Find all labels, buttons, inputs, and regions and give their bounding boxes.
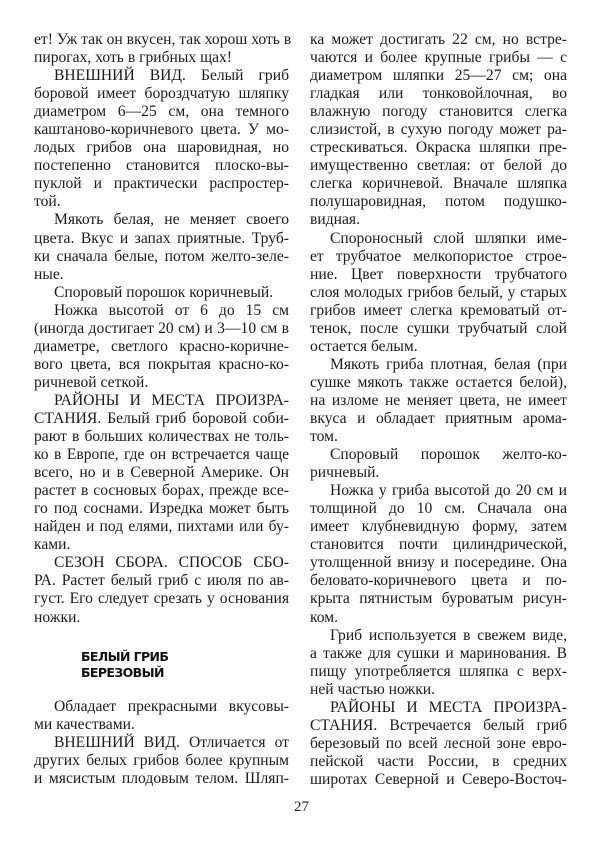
text-line: остается белым. — [310, 337, 418, 355]
text-line: Ножка высотой от 6 до 15 см — [54, 301, 289, 319]
text-line: ко в Европе, где он встречается чаще — [34, 446, 289, 464]
paragraph — [310, 699, 567, 789]
text-line: ВНЕШНИЙ ВИД. Отличается от — [54, 734, 289, 752]
text-line: на изломе не меняет цвета, не имеет — [310, 391, 567, 409]
left-column-bottom — [34, 698, 289, 788]
text-line: каштаново-коричневого цвета. У мо- — [34, 121, 289, 139]
text-line: пейской части России, в средних — [310, 752, 567, 770]
paragraph — [34, 302, 289, 392]
text-line: влажную погоду становится слегка — [310, 103, 567, 121]
text-line: го под соснами. Изредка может быть — [34, 500, 289, 518]
text-line: РА. Растет белый гриб с июля по ав- — [34, 572, 289, 590]
text-line: ножки. — [34, 608, 81, 626]
text-line: широтах Северной и Северо-Восточ- — [310, 770, 567, 788]
paragraph — [310, 482, 567, 626]
text-line: видная. — [310, 211, 360, 229]
text-line: ми качествами. — [34, 716, 135, 734]
text-line: полушаровидная, потом подушко- — [310, 193, 567, 211]
text-line: той. — [34, 193, 61, 211]
text-line: ет трубчатое мелкопористое строе- — [310, 247, 567, 265]
text-line: Гриб используется в свежем виде, — [330, 626, 567, 644]
text-line: ВНЕШНИЙ ВИД. Белый гриб — [54, 67, 289, 85]
text-line: РАЙОНЫ И МЕСТА ПРОИЗРА- — [54, 391, 289, 409]
text-line: грибов имеет слегка кремоватый от- — [310, 301, 567, 319]
text-line: утолщенной внизу и посередине. Она — [310, 554, 567, 572]
text-line: становится почти цилиндрической, — [310, 536, 567, 554]
text-line: густ. Его следует срезать у основания — [34, 590, 289, 608]
paragraph — [34, 284, 289, 302]
text-line: Ножка у гриба высотой до 20 см и — [330, 482, 567, 500]
text-line: боровой имеет бороздчатую шляпку — [34, 85, 289, 103]
text-line: слоя молодых грибов белый, у старых — [310, 283, 567, 301]
text-line: СЕЗОН СБОРА. СПОСОБ СБО- — [54, 554, 289, 572]
text-line: цвета. Вкус и запах приятные. Труб- — [34, 229, 289, 247]
text-line: ние. Цвет поверхности трубчатого — [310, 265, 567, 283]
text-line: Споровый порошок желто-ко- — [330, 446, 567, 464]
text-line: и мясистым плодовым телом. Шляп- — [34, 770, 289, 788]
text-line: ные. — [34, 265, 64, 283]
text-line: вого цвета, вся покрытая красно-ко- — [34, 355, 289, 373]
text-line: ком. — [310, 608, 339, 626]
text-line: рают в больших количествах не толь- — [34, 428, 289, 446]
text-line: пищу употребляется шляпка с верх- — [310, 662, 567, 680]
text-line: диаметром 6—25 см, она темного — [34, 103, 289, 121]
text-line: стрескиваться. Окраска шляпки пре- — [310, 139, 567, 157]
paragraph — [310, 31, 567, 230]
paragraph — [34, 698, 289, 734]
paragraph — [34, 211, 289, 283]
text-line: СТАНИЯ. Белый гриб боровой соби- — [34, 409, 289, 427]
text-line: Спороносный слой шляпки име- — [330, 229, 567, 247]
text-line: Обладает прекрасными вкусовы- — [54, 698, 289, 715]
text-line: найден и под елями, пихтами или бу- — [34, 518, 289, 536]
text-line: а также для сушки и маринования. В — [310, 644, 567, 662]
text-line: вкуса и обладает приятным арома- — [310, 409, 567, 427]
text-line: (иногда достигает 20 см) и 3—10 см в — [34, 319, 289, 337]
text-line: ки сначала белые, потом желто-зеле- — [34, 247, 289, 265]
paragraph — [310, 356, 567, 446]
text-line: ричневой сеткой. — [34, 373, 149, 391]
text-line: березовый по всей лесной зоне евро- — [310, 734, 567, 752]
text-line: пирогах, хоть в грибных щах! — [34, 49, 232, 67]
text-line: беловато-коричневого цвета и по- — [310, 572, 567, 590]
right-column — [310, 31, 567, 789]
text-line: слизистой, в сухую погоду может ра- — [310, 121, 567, 139]
text-line: СТАНИЯ. Встречается белый гриб — [310, 716, 567, 734]
text-line: гладкая или тонковойлочная, во — [310, 85, 567, 103]
page-number: 27 — [294, 799, 309, 815]
section-heading-line: БЕЛЫЙ ГРИБ — [81, 649, 169, 664]
text-line: сушке мякоть также остается белой), — [310, 373, 567, 391]
text-line: имущественно светлая: от белой до — [310, 157, 567, 175]
text-line: том. — [310, 428, 338, 446]
text-line: слегка коричневой. Вначале шляпка — [310, 175, 567, 193]
section-heading — [81, 649, 168, 681]
text-line: других белых грибов более крупным — [34, 752, 289, 770]
paragraph — [34, 554, 289, 626]
text-line: растет в сосновых борах, прежде все- — [34, 482, 289, 500]
paragraph — [34, 31, 292, 67]
text-line: диаметром шляпки 25—27 см; она — [310, 67, 567, 85]
text-line: Мякоть белая, не меняет своего — [54, 211, 289, 229]
text-line: ка может достигать 22 см, но встре- — [310, 31, 567, 48]
text-line: всего, но и в Северной Америке. Он — [34, 464, 289, 482]
text-line: Споровый порошок коричневый. — [54, 283, 274, 301]
text-line: тенок, после сушки трубчатый слой — [310, 319, 567, 337]
text-line: Мякоть гриба плотная, белая (при — [330, 355, 567, 373]
text-line: крыта пятнистым буроватым рисун- — [310, 590, 567, 608]
text-line: РАЙОНЫ И МЕСТА ПРОИЗРА- — [330, 698, 567, 716]
text-line: ней частью ножки. — [310, 680, 436, 698]
paragraph — [34, 392, 289, 554]
text-line: лодых грибов она шаровидная, но — [34, 139, 289, 157]
text-line: диаметре, светлого красно-коричне- — [34, 337, 289, 355]
text-line: толщиной до 10 см. Сначала она — [310, 500, 567, 518]
text-line: постепенно становится плоско-вы- — [34, 157, 289, 175]
left-column-top — [34, 31, 292, 627]
text-line: ричневый. — [310, 464, 380, 482]
text-line: чаются и более крупные грибы — с — [310, 49, 567, 67]
text-line: ками. — [34, 536, 71, 554]
text-line: ет! Уж так он вкусен, так хорош хоть в — [34, 31, 292, 48]
section-heading-line: БЕРЕЗОВЫЙ — [81, 665, 164, 680]
paragraph — [310, 230, 567, 356]
paragraph — [310, 627, 567, 699]
text-line: имеет клубневидную форму, затем — [310, 518, 567, 536]
paragraph — [34, 67, 289, 211]
paragraph — [34, 734, 289, 788]
text-line: пуклой и практически распростер- — [34, 175, 289, 193]
paragraph — [310, 446, 567, 482]
